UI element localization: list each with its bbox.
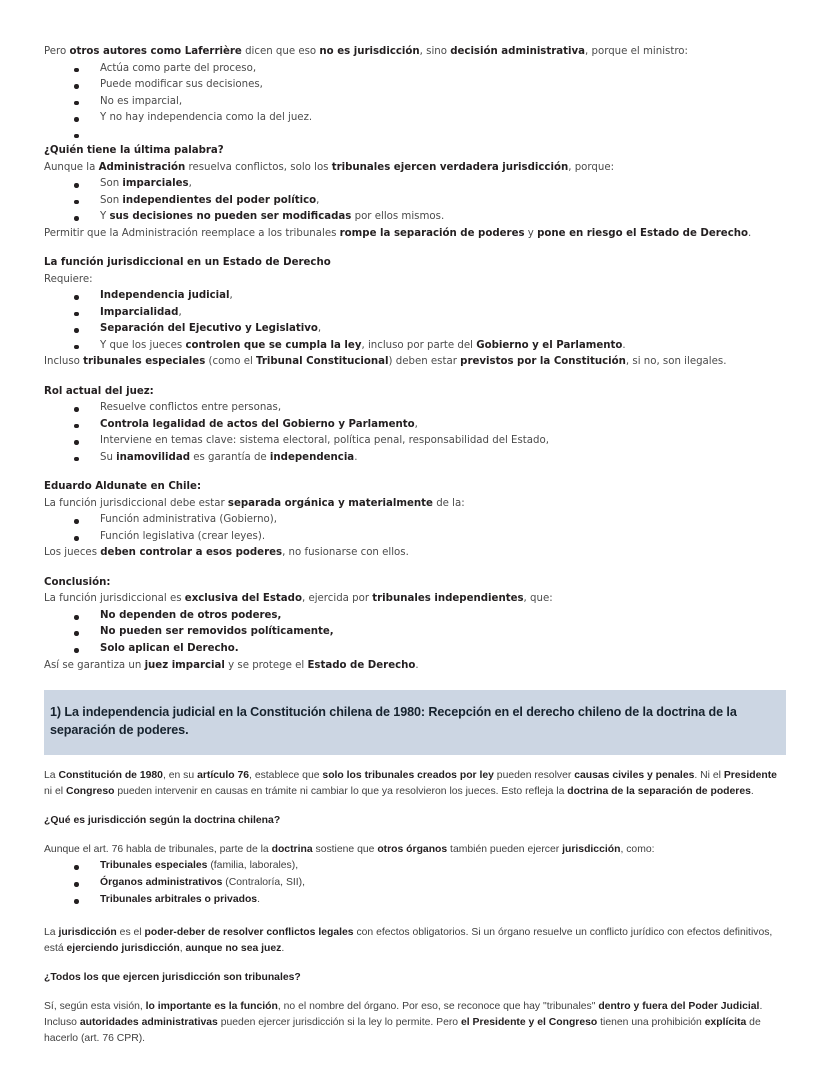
text: , (317, 323, 322, 335)
section-one-content (44, 44, 786, 674)
conclusion-closing (44, 658, 786, 675)
text: La función jurisdiccional es (44, 593, 185, 605)
intro-bold-3: decisión administrativa (450, 46, 586, 57)
text: . (257, 893, 260, 905)
bold: inamovilidad (116, 451, 190, 463)
text: , (229, 290, 233, 302)
spacer (44, 755, 786, 768)
bold: independencia (269, 451, 355, 463)
bold: causas civiles y penales (574, 769, 695, 781)
text: Su (100, 451, 117, 463)
list-item-label: Puede modificar sus decisiones, (100, 79, 263, 91)
text: Y que los jueces (100, 339, 186, 351)
list-item (44, 305, 786, 322)
bold: dentro y fuera del Poder Judicial (598, 1001, 760, 1013)
text: , incluso por parte del (361, 339, 477, 351)
bold: tribunales ejercen verdadera jurisdicción (331, 161, 569, 173)
text: Incluso (44, 356, 84, 368)
bold: artículo 76 (197, 769, 250, 781)
text: . Incluso (44, 1001, 763, 1029)
intro-bold-2: no es jurisdicción (319, 46, 420, 57)
list-item (44, 641, 786, 658)
text: resuelva conflictos, solo los (185, 161, 332, 173)
bold: aunque no sea juez (185, 942, 282, 954)
bold: otros órganos (377, 844, 448, 856)
text: Aunque la (44, 161, 99, 173)
ultima-palabra-bullet-list (44, 176, 786, 226)
text: con efectos obligatorios. Si un órgano resuelve un conflicto jurídico con efectos definitivos, está (44, 926, 773, 954)
text: y se protege el (224, 659, 308, 671)
bold: autoridades administrativas (79, 1017, 218, 1029)
text: ) deben estar (388, 356, 461, 368)
text: pueden ejercer jurisdicción si la ley lo permite. Pero (217, 1017, 461, 1029)
text: ? (294, 972, 301, 984)
bold: Administración (98, 161, 186, 173)
text: , si no, son ilegales. (625, 356, 727, 368)
list-item (44, 875, 786, 892)
text: de la: (432, 497, 465, 509)
text: . (622, 339, 626, 351)
bold: Congreso (65, 785, 115, 797)
spacer (44, 674, 786, 690)
intro-paragraph (44, 44, 786, 61)
list-item-label: No es imparcial, (100, 95, 183, 107)
bold: controlen que se cumpla la ley (185, 339, 362, 351)
list-item-label: No pueden ser removidos políticamente, (100, 626, 334, 638)
text: Aunque el art. 76 habla de tribunales, parte de la (44, 844, 272, 856)
text: por ellos mismos. (351, 211, 445, 223)
text: ? (273, 815, 281, 827)
list-item-label: No dependen de otros poderes, (100, 609, 282, 621)
intro-bullet-list (44, 61, 786, 144)
question-1-bullet-list (44, 858, 786, 909)
bold: sus decisiones no pueden ser modificadas (109, 211, 352, 223)
funcion-jurisdiccional-lead: Requiere: (44, 273, 93, 285)
list-item (44, 512, 786, 529)
bold: Independencia judicial (100, 290, 230, 302)
text: , no el nombre del órgano. Por eso, se reconoce que hay "tribunales" (277, 1001, 599, 1013)
list-item (44, 417, 786, 434)
text: , en su (162, 769, 198, 781)
list-item (44, 892, 786, 909)
intro-text-1: Pero (44, 46, 70, 57)
question-1-lead (44, 842, 786, 858)
list-item (44, 858, 786, 875)
intro-text-3: , sino (419, 46, 451, 57)
list-item-empty (44, 127, 786, 144)
spacer (44, 800, 786, 813)
text: . (415, 659, 419, 671)
list-item-label: Actúa como parte del proceso, (100, 62, 257, 74)
list-item (44, 61, 786, 78)
bold: Tribunales especiales (100, 860, 208, 872)
list-item (44, 529, 786, 546)
intro-text-2: dicen que eso (241, 46, 320, 57)
list-item (44, 288, 786, 305)
bold: exclusiva del Estado (184, 593, 302, 605)
funcion-jurisdiccional-closing (44, 354, 786, 371)
bold: previstos por la Constitución (460, 356, 626, 368)
text: Resuelve conflictos entre personas, (100, 402, 282, 414)
heading-aldunate: Eduardo Aldunate en Chile: (44, 481, 202, 493)
heading-question-2 (44, 970, 786, 986)
spacer (44, 986, 786, 999)
text: . (281, 942, 285, 954)
list-item (44, 94, 786, 111)
bold: tribunales especiales (83, 356, 206, 368)
text: La función jurisdiccional debe estar (44, 497, 228, 509)
ultima-palabra-closing (44, 226, 786, 243)
text: y (524, 227, 538, 239)
list-item (44, 77, 786, 94)
text: , (188, 178, 192, 190)
bold: rompe la separación de poderes (339, 227, 525, 239)
text: , no fusionarse con ellos. (282, 547, 409, 559)
text: Permitir que la Administración reemplace a los tribunales (44, 227, 340, 239)
list-item-label: Solo aplican el Derecho. (100, 643, 239, 654)
list-item (44, 321, 786, 338)
conclusion-bullet-list (44, 608, 786, 658)
list-item (44, 193, 786, 210)
aldunate-bullet-list (44, 512, 786, 545)
text: , (179, 942, 186, 954)
text: , como: (620, 844, 655, 856)
text: también pueden ejercer (447, 844, 563, 856)
text: , ejercida por (301, 593, 373, 605)
bold: ejerciendo jurisdicción (66, 942, 180, 954)
jurisdiccion-definition (44, 925, 786, 957)
bold: imparciales (122, 178, 189, 190)
question-2-answer (44, 999, 786, 1047)
text: La (44, 769, 59, 781)
bold: doctrina de la separación de poderes (567, 785, 751, 797)
text: Son (100, 178, 123, 190)
text: (Contraloría, SII), (222, 877, 305, 889)
text: La (44, 926, 59, 938)
ultima-palabra-lead (44, 160, 786, 177)
section-two-intro (44, 768, 786, 800)
bold: pone en riesgo el Estado de Derecho (537, 227, 749, 239)
bold: independientes del poder político (122, 194, 317, 206)
aldunate-closing (44, 545, 786, 562)
text: es garantía de (189, 451, 270, 463)
spacer (44, 909, 786, 925)
bold: poder-deber de resolver conflictos legales (144, 926, 354, 938)
list-item (44, 110, 786, 127)
list-item (44, 433, 786, 450)
bold: el Presidente y el Congreso (460, 1017, 598, 1029)
list-item-label: Y no hay independencia como la del juez. (100, 112, 313, 124)
bold: Órganos administrativos (100, 877, 223, 889)
text: , que: (523, 593, 553, 605)
bold: doctrina (271, 844, 313, 856)
list-item-label: Función administrativa (Gobierno), (100, 514, 277, 526)
bold: tribunales independientes (372, 593, 524, 605)
text: pueden resolver (493, 769, 575, 781)
bold: solo los tribunales creados por ley (322, 769, 494, 781)
heading-question-1 (44, 813, 786, 829)
text: , (316, 194, 320, 206)
text: , establece que (249, 769, 323, 781)
bold: separada orgánica y materialmente (227, 497, 433, 509)
bold: Tribunal Constitucional (256, 356, 389, 368)
bold: deben controlar a esos poderes (100, 547, 283, 559)
bold: lo importante es la función (145, 1001, 278, 1013)
text: ni el (44, 785, 66, 797)
heading-conclusion: Conclusión: (44, 576, 111, 588)
list-item (44, 176, 786, 193)
text: Son (100, 194, 123, 206)
text: . (750, 785, 754, 797)
bold: Separación del Ejecutivo y Legislativo (100, 323, 318, 335)
section-two-content (44, 755, 786, 1048)
text: es el (116, 926, 145, 938)
text: pueden intervenir en causas en trámite ni cambiar lo que ya resolvieron los jueces. Esto refleja la (114, 785, 568, 797)
bold: explícita (704, 1017, 747, 1029)
bold: Controla legalidad de actos del Gobierno y Parlamento (100, 418, 415, 430)
bold: jurisdicción (58, 926, 117, 938)
text: Los jueces (44, 547, 101, 559)
text: , (178, 306, 182, 318)
heading-funcion-jurisdiccional: La función jurisdiccional en un Estado de Derecho (44, 257, 331, 269)
list-item (44, 338, 786, 355)
text: . Ni el (694, 769, 724, 781)
page-title: 1) La independencia judicial en la Constitución chilena de 1980: Recepción en el derecho chileno de la doctrina de la separación de poderes. (50, 705, 737, 737)
spacer (44, 957, 786, 970)
spacer (44, 466, 786, 479)
section-title-highlight-box (44, 690, 786, 755)
text: Y (100, 211, 110, 223)
spacer (44, 829, 786, 842)
text: Sí, según esta visión, (44, 1001, 146, 1013)
bold: Gobierno y el Parlamento (476, 339, 623, 351)
question-2-label: ¿Todos los que ejercen jurisdicción son tribunales (44, 972, 295, 984)
spacer (44, 562, 786, 575)
list-item (44, 450, 786, 467)
bold: Tribunales arbitrales o privados (100, 893, 258, 905)
bold: juez imparcial (144, 659, 225, 671)
question-1-label: ¿Qué es jurisdicción según la doctrina chilena (44, 815, 274, 827)
aldunate-lead (44, 496, 786, 513)
text: , porque: (568, 161, 615, 173)
rol-juez-bullet-list (44, 400, 786, 466)
spacer (44, 242, 786, 255)
conclusion-lead (44, 591, 786, 608)
list-item (44, 209, 786, 226)
bold: Estado de Derecho (307, 659, 416, 671)
bold: Imparcialidad (100, 306, 179, 318)
text: (familia, laborales), (207, 860, 299, 872)
text: (como el (205, 356, 257, 368)
text: . (354, 451, 358, 463)
text: , (414, 418, 418, 430)
list-item (44, 608, 786, 625)
heading-ultima-palabra: ¿Quién tiene la última palabra? (44, 145, 224, 157)
text: de hacerlo (art. 76 CPR). (44, 1017, 761, 1045)
list-item-label: Función legislativa (crear leyes). (100, 530, 266, 542)
bold: jurisdicción (562, 844, 621, 856)
text: Así se garantiza un (44, 659, 145, 671)
text: tienen una prohibición (597, 1017, 705, 1029)
text: . (748, 227, 752, 239)
text: sostiene que (312, 844, 378, 856)
funcion-jurisdiccional-bullet-list (44, 288, 786, 354)
list-item (44, 624, 786, 641)
bold: Constitución de 1980 (58, 769, 163, 781)
spacer (44, 371, 786, 384)
intro-text-4: , porque el ministro: (585, 46, 688, 57)
text: Interviene en temas clave: sistema electoral, política penal, responsabilidad del Estado, (100, 435, 549, 447)
intro-bold-1: otros autores como Laferrière (69, 46, 242, 57)
heading-rol-juez: Rol actual del juez: (44, 385, 154, 397)
bold: Presidente (723, 769, 777, 781)
list-item (44, 400, 786, 417)
